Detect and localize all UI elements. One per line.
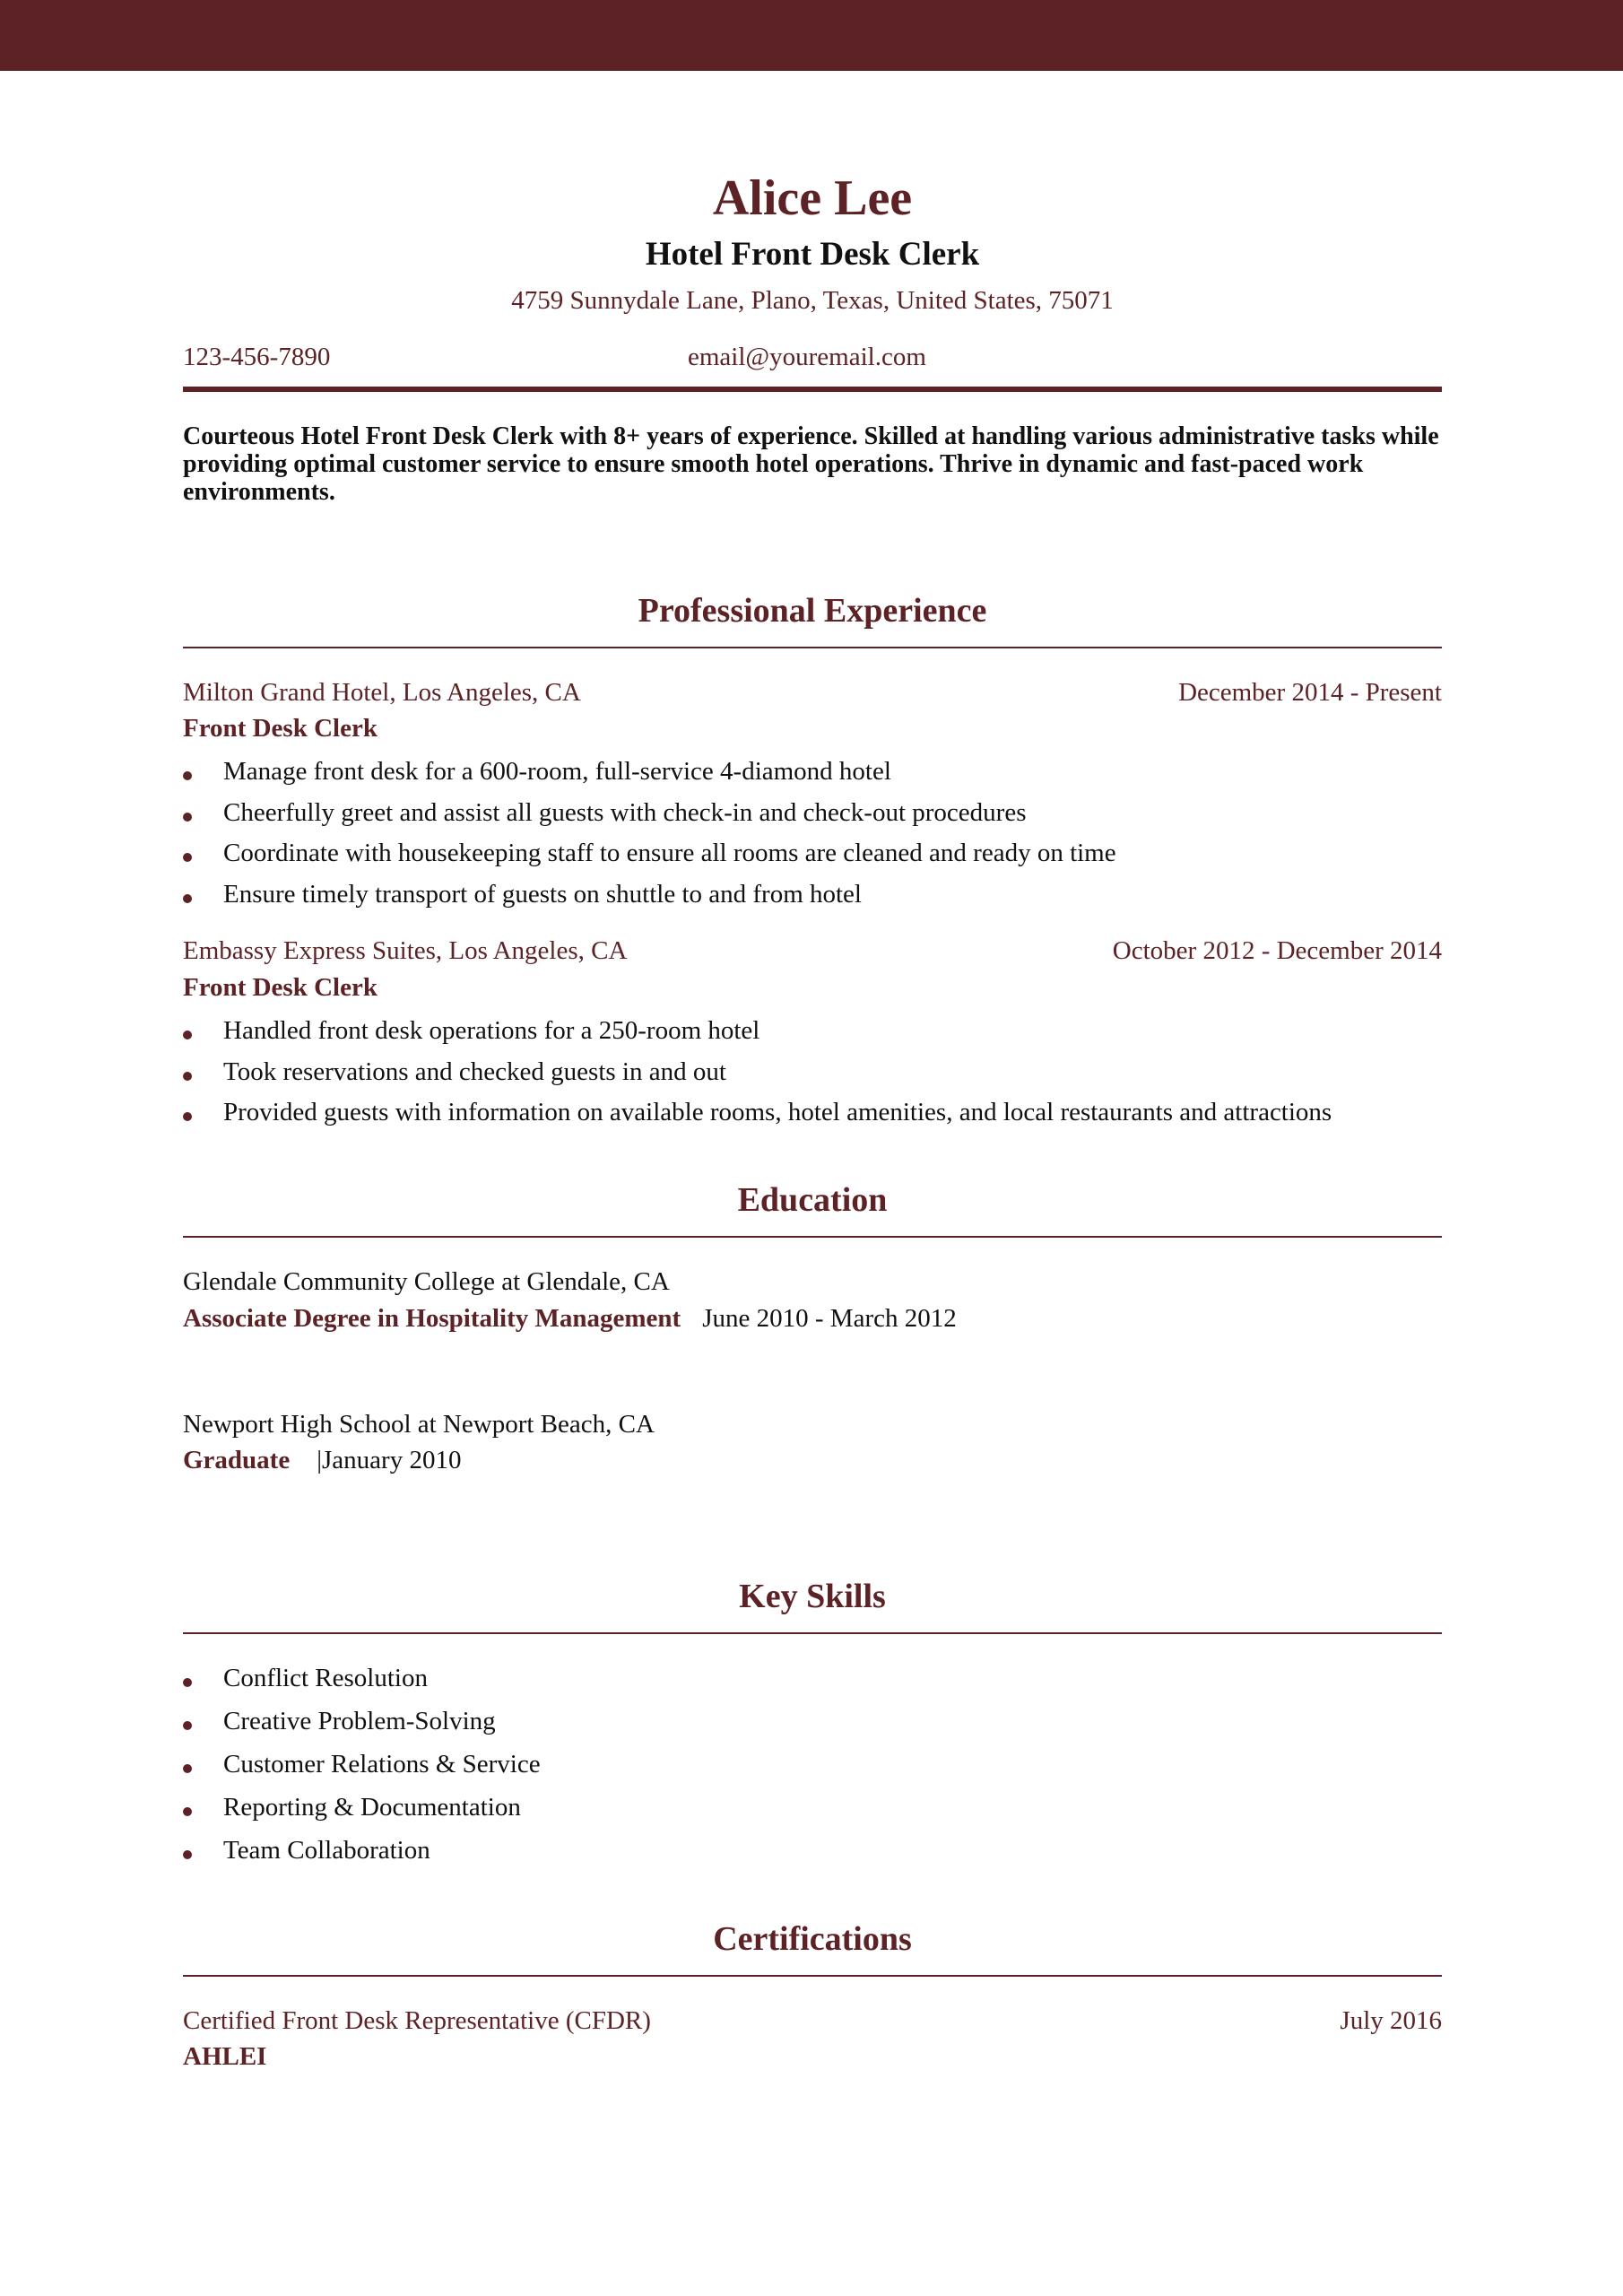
bullet-icon <box>183 1112 192 1121</box>
list-item <box>183 1100 1442 1141</box>
job-bullets <box>183 1018 1442 1141</box>
job-role: Front Desk Clerk <box>183 714 378 743</box>
skill-text: Creative Problem-Solving <box>223 1707 496 1735</box>
bullet-icon <box>183 1072 192 1081</box>
top-color-band <box>0 0 1623 71</box>
candidate-title: Hotel Front Desk Clerk <box>645 236 980 273</box>
job-dates: October 2012 - December 2014 <box>1112 936 1442 965</box>
bullet-text: Provided guests with information on available rooms, hotel amenities, and local restaurants and attractions <box>223 1098 1332 1126</box>
candidate-name: Alice Lee <box>712 170 913 226</box>
list-item <box>183 1838 1442 1881</box>
skill-text: Customer Relations & Service <box>223 1750 541 1779</box>
bullet-icon <box>183 853 192 862</box>
bullet-icon <box>183 1807 192 1816</box>
bullet-icon <box>183 813 192 822</box>
degree-name: Associate Degree in Hospitality Management <box>183 1304 681 1333</box>
skills-heading: Key Skills <box>739 1578 886 1615</box>
list-item <box>183 759 1442 800</box>
contact-phone: 123-456-7890 <box>183 343 331 371</box>
bullet-text: Manage front desk for a 600-room, full-service 4-diamond hotel <box>223 757 891 786</box>
list-item <box>183 1059 1442 1100</box>
job-role: Front Desk Clerk <box>183 973 378 1002</box>
degree-line <box>183 1448 461 1474</box>
bullet-icon <box>183 1678 192 1687</box>
degree-line <box>183 1306 957 1332</box>
header-divider <box>183 387 1442 392</box>
education-divider <box>183 1236 1442 1238</box>
certification-date: July 2016 <box>1340 2006 1442 2035</box>
bullet-icon <box>183 1764 192 1773</box>
bullet-icon <box>183 894 192 903</box>
list-item <box>183 1795 1442 1838</box>
contact-email: email@youremail.com <box>688 343 926 371</box>
job-bullets <box>183 759 1442 922</box>
contact-address: 4759 Sunnydale Lane, Plano, Texas, United States, 75071 <box>511 286 1114 315</box>
list-item <box>183 840 1442 882</box>
bullet-icon <box>183 1031 192 1039</box>
school-name: Glendale Community College at Glendale, CA <box>183 1267 670 1296</box>
bullet-icon <box>183 771 192 780</box>
skill-text: Team Collaboration <box>223 1836 430 1865</box>
education-heading: Education <box>737 1181 888 1219</box>
list-item <box>183 1752 1442 1795</box>
list-item <box>183 797 1442 841</box>
certification-name: Certified Front Desk Representative (CFDR) <box>183 2006 651 2035</box>
job-company: Milton Grand Hotel, Los Angeles, CA <box>183 678 581 707</box>
list-item <box>183 1709 1442 1752</box>
skills-list <box>183 1665 1442 1881</box>
bullet-icon <box>183 1850 192 1859</box>
list-item <box>183 879 1442 923</box>
experience-heading: Professional Experience <box>638 592 987 630</box>
certification-org: AHLEI <box>183 2042 267 2071</box>
experience-divider <box>183 647 1442 648</box>
degree-dates: |January 2010 <box>317 1446 462 1474</box>
certifications-heading: Certifications <box>713 1920 912 1958</box>
skill-text: Reporting & Documentation <box>223 1793 521 1822</box>
list-item <box>183 1018 1442 1059</box>
list-item <box>183 1665 1442 1709</box>
job-company: Embassy Express Suites, Los Angeles, CA <box>183 936 628 965</box>
school-name: Newport High School at Newport Beach, CA <box>183 1410 655 1439</box>
certifications-divider <box>183 1975 1442 1977</box>
skills-divider <box>183 1632 1442 1634</box>
bullet-text: Took reservations and checked guests in and out <box>223 1057 726 1086</box>
professional-summary: Courteous Hotel Front Desk Clerk with 8+ years of experience. Skilled at handling various administrative tasks while providing optimal customer service to ensure smooth hotel operations. Thrive in dynamic and fast-paced work environments. <box>183 422 1439 506</box>
job-dates: December 2014 - Present <box>1178 678 1442 707</box>
bullet-text: Cheerfully greet and assist all guests with check-in and check-out procedures <box>223 797 1027 827</box>
bullet-text: Ensure timely transport of guests on shuttle to and from hotel <box>223 879 862 909</box>
bullet-text: Handled front desk operations for a 250-room hotel <box>223 1016 760 1045</box>
degree-name: Graduate <box>183 1446 291 1474</box>
degree-dates: June 2010 - March 2012 <box>702 1304 957 1333</box>
bullet-icon <box>183 1721 192 1730</box>
skill-text: Conflict Resolution <box>223 1664 428 1692</box>
bullet-text: Coordinate with housekeeping staff to ensure all rooms are cleaned and ready on time <box>223 839 1116 867</box>
